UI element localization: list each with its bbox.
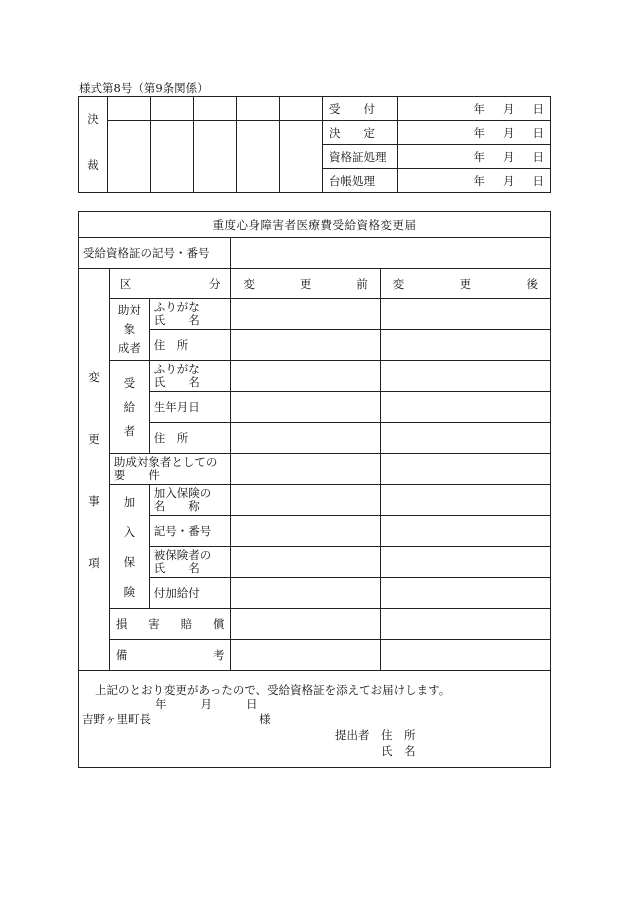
approval-date[interactable]: 年 月 日 <box>398 121 551 145</box>
damages-before[interactable] <box>231 609 380 640</box>
cert-input[interactable] <box>231 238 551 269</box>
requirement-after[interactable] <box>380 454 550 485</box>
header-before: 変 更 前 <box>231 269 380 299</box>
extra-benefit-before[interactable] <box>231 578 380 609</box>
stamp-cell[interactable] <box>194 97 237 121</box>
requirement-label: 助成対象者としての 要 件 <box>109 454 231 485</box>
damages-after[interactable] <box>380 609 550 640</box>
approval-date[interactable]: 年 月 日 <box>398 145 551 169</box>
form-title: 重度心身障害者医療費受給資格変更届 <box>79 212 551 238</box>
damages-label: 損 害 賠 償 <box>109 609 231 640</box>
insured-name-before[interactable] <box>231 547 380 578</box>
stamp-cell[interactable] <box>151 97 194 121</box>
cert-label: 受給資格証の記号・番号 <box>79 238 231 269</box>
submission-statement: 上記のとおり変更があったので、受給資格証を添えてお届けします。 <box>95 683 451 697</box>
address-label: 住 所 <box>149 423 231 454</box>
furigana-name-label: ふりがな 氏 名 <box>149 299 231 330</box>
stamp-cell[interactable] <box>194 121 237 193</box>
recipient-birth-before[interactable] <box>231 392 380 423</box>
approval-label: 受 付 <box>323 97 398 121</box>
group-subject: 助対 象 成者 <box>109 299 149 361</box>
recipient-address-before[interactable] <box>231 423 380 454</box>
form-number: 様式第8号（第9条関係） <box>79 81 209 95</box>
remarks-after[interactable] <box>380 640 550 671</box>
insured-name-after[interactable] <box>380 547 550 578</box>
birthdate-label: 生年月日 <box>149 392 231 423</box>
remarks-label: 備 考 <box>109 640 231 671</box>
stamp-cell[interactable] <box>280 121 323 193</box>
approval-date[interactable]: 年 月 日 <box>398 97 551 121</box>
stamp-cell[interactable] <box>151 121 194 193</box>
stamp-cell[interactable] <box>108 121 151 193</box>
stamp-cell[interactable] <box>280 97 323 121</box>
header-category: 区 分 <box>109 269 231 299</box>
subject-address-after[interactable] <box>380 330 550 361</box>
stamp-cell[interactable] <box>108 97 151 121</box>
insurer-after[interactable] <box>380 485 550 516</box>
approval-label: 台帳処理 <box>323 169 398 193</box>
insurer-label: 加入保険の 名 称 <box>149 485 231 516</box>
extra-benefit-label: 付加給付 <box>149 578 231 609</box>
insured-name-label: 被保険者の 氏 名 <box>149 547 231 578</box>
stamp-cell[interactable] <box>237 97 280 121</box>
addressee: 吉野ヶ里町長 <box>82 712 151 726</box>
subject-address-before[interactable] <box>231 330 380 361</box>
approval-label: 決 定 <box>323 121 398 145</box>
header-after: 変 更 後 <box>380 269 550 299</box>
recipient-address-after[interactable] <box>380 423 550 454</box>
submission-date[interactable]: 年 月 日 <box>155 697 258 711</box>
symbol-number-after[interactable] <box>380 516 550 547</box>
section-label: 変 更 事 項 <box>79 269 110 671</box>
group-recipient: 受 給 者 <box>109 361 149 454</box>
submitter-address-label[interactable]: 住 所 <box>381 728 416 742</box>
approval-side-label: 決 裁 <box>79 97 108 193</box>
subject-name-before[interactable] <box>231 299 380 330</box>
recipient-birth-after[interactable] <box>380 392 550 423</box>
insurer-before[interactable] <box>231 485 380 516</box>
change-form-table <box>78 211 551 768</box>
recipient-name-after[interactable] <box>380 361 550 392</box>
submission-section <box>79 671 551 768</box>
recipient-name-before[interactable] <box>231 361 380 392</box>
approval-date[interactable]: 年 月 日 <box>398 169 551 193</box>
extra-benefit-after[interactable] <box>380 578 550 609</box>
subject-name-after[interactable] <box>380 299 550 330</box>
honorific: 様 <box>259 712 271 726</box>
approval-label: 資格証処理 <box>323 145 398 169</box>
remarks-before[interactable] <box>231 640 380 671</box>
symbol-number-label: 記号・番号 <box>149 516 231 547</box>
submitter-name-label[interactable]: 氏 名 <box>381 744 416 758</box>
furigana-name-label: ふりがな 氏 名 <box>149 361 231 392</box>
stamp-cell[interactable] <box>237 121 280 193</box>
address-label: 住 所 <box>149 330 231 361</box>
submitter-label: 提出者 <box>335 728 370 742</box>
requirement-before[interactable] <box>231 454 380 485</box>
approval-table <box>78 96 551 193</box>
group-insurance: 加 入 保 険 <box>109 485 149 609</box>
symbol-number-before[interactable] <box>231 516 380 547</box>
